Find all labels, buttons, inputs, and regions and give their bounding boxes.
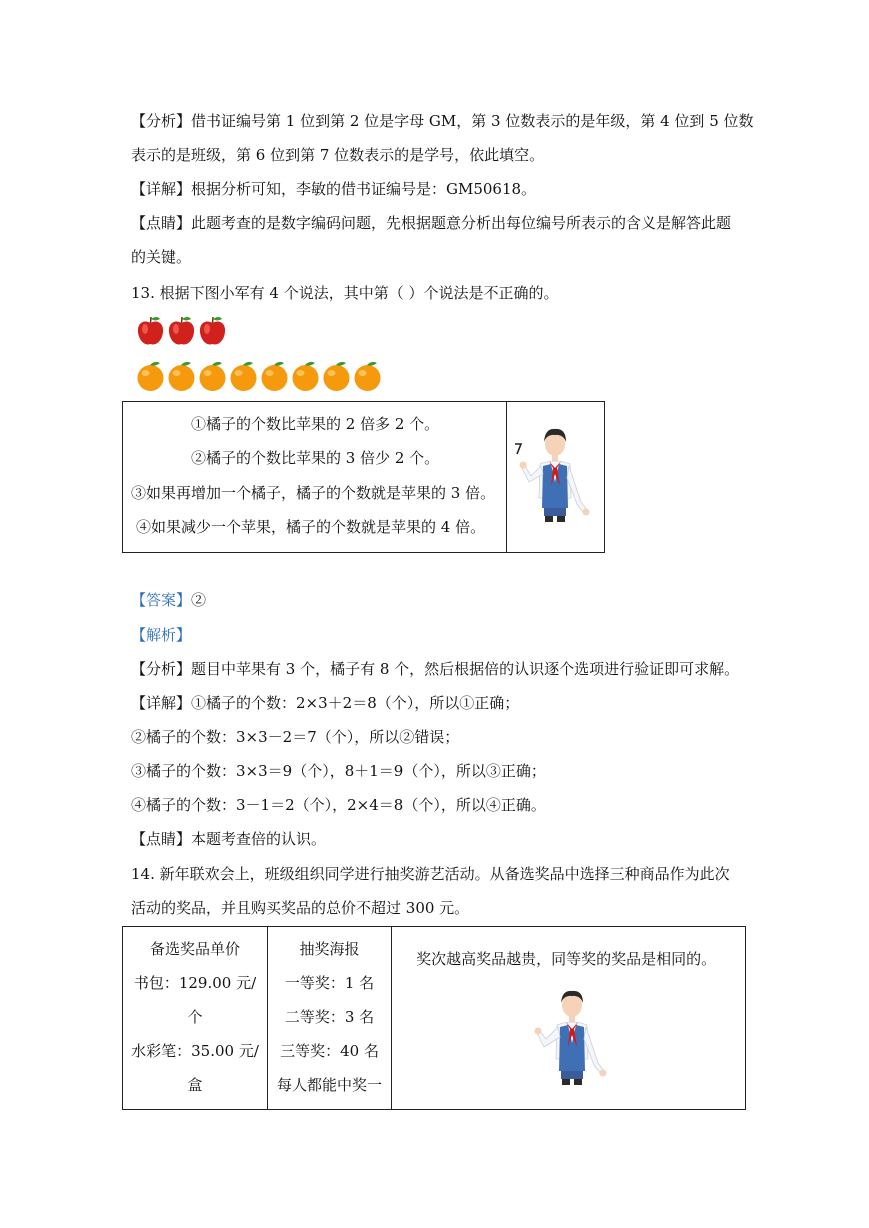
apple-icon xyxy=(135,314,166,348)
poster-third-prize: 三等奖：40 名 xyxy=(280,1042,379,1060)
poster-everyone: 每人都能中奖一 xyxy=(277,1076,383,1094)
q14-question-line2: 活动的奖品，并且购买奖品的总价不超过 300 元。 xyxy=(131,899,470,917)
answer-value: ② xyxy=(191,591,207,609)
price-pen: 水彩笔：35.00 元/ xyxy=(131,1042,259,1060)
orange-icon xyxy=(352,359,383,393)
q13-detail-4: ④橘子的个数：3－1＝2（个），2×4＝8（个），所以④正确。 xyxy=(131,796,546,814)
q13-question: 13. 根据下图小军有 4 个说法，其中第（ ）个说法是不正确的。 xyxy=(131,284,559,302)
q13-detail-1: 【详解】①橘子的个数：2×3＋2＝8（个），所以①正确； xyxy=(131,694,520,712)
q13-detail-2: ②橘子的个数：3×3－2＝7（个），所以②错误； xyxy=(131,728,460,746)
orange-icon xyxy=(321,359,352,393)
orange-icon xyxy=(166,359,197,393)
statements-cell xyxy=(123,402,507,553)
orange-icon xyxy=(135,359,166,393)
q12-detail: 【详解】根据分析可知，李敏的借书证编号是：GM50618。 xyxy=(131,180,537,198)
poster-second-prize: 二等奖：3 名 xyxy=(284,1008,375,1026)
price-pen-unit: 盒 xyxy=(187,1076,203,1094)
orange-icon xyxy=(197,359,228,393)
orange-icon xyxy=(228,359,259,393)
boy-cell xyxy=(507,402,605,553)
price-bag: 书包：129.00 元/ xyxy=(133,974,257,992)
orange-icon xyxy=(290,359,321,393)
orange-icon xyxy=(259,359,290,393)
q13-analysis: 【分析】题目中苹果有 3 个，橘子有 8 个，然后根据倍的认识逐个选项进行验证即可求解。 xyxy=(131,660,740,678)
q13-statement-table xyxy=(122,401,605,553)
lottery-poster-cell xyxy=(267,927,392,1110)
statement-4: ④如果减少一个苹果，橘子的个数就是苹果的 4 倍。 xyxy=(136,518,486,536)
poster-first-prize: 一等奖：1 名 xyxy=(284,974,375,992)
boy-speaking-illustration xyxy=(507,402,604,548)
q13-detail-3: ③橘子的个数：3×3＝9（个），8＋1＝9（个），所以③正确； xyxy=(131,762,546,780)
poster-header: 抽奖海报 xyxy=(299,940,360,958)
statement-2: ②橘子的个数比苹果的 3 倍少 2 个。 xyxy=(191,449,440,467)
boy-note-cell xyxy=(392,927,746,1110)
q12-analysis-line2: 表示的是班级，第 6 位到第 7 位数表示的是学号，依此填空。 xyxy=(131,146,545,164)
q12-analysis-line1: 【分析】借书证编号第 1 位到第 2 位是字母 GM，第 3 位数表示的是年级，第 4 位到 5 位数 xyxy=(131,112,754,130)
prize-price-cell xyxy=(123,927,268,1110)
boy-presenting-illustration xyxy=(522,989,622,1089)
statement-1: ①橘子的个数比苹果的 2 倍多 2 个。 xyxy=(191,415,440,433)
price-header: 备选奖品单价 xyxy=(149,940,240,958)
apple-row xyxy=(135,314,228,350)
q13-jiexi-label: 【解析】 xyxy=(131,626,192,644)
apple-icon xyxy=(197,314,228,348)
orange-row xyxy=(135,359,383,395)
price-bag-unit: 个 xyxy=(187,1008,203,1026)
q13-comment: 【点睛】本题考查倍的认识。 xyxy=(131,830,327,848)
answer-label: 【答案】 xyxy=(131,591,192,609)
q13-answer xyxy=(131,590,206,610)
statement-3: ③如果再增加一个橘子，橘子的个数就是苹果的 3 倍。 xyxy=(131,484,496,502)
q12-comment-line1: 【点睛】此题考查的是数字编码问题，先根据题意分析出每位编号所表示的含义是解答此题 xyxy=(131,214,732,232)
prize-rule-note: 奖次越高奖品越贵，同等奖的奖品是相同的。 xyxy=(416,950,717,968)
q14-prize-table xyxy=(122,926,746,1110)
apple-icon xyxy=(166,314,197,348)
q14-question-line1: 14. 新年联欢会上，班级组织同学进行抽奖游艺活动。从备选奖品中选择三种商品作为此次 xyxy=(131,865,730,883)
q12-comment-line2: 的关键。 xyxy=(131,248,192,266)
